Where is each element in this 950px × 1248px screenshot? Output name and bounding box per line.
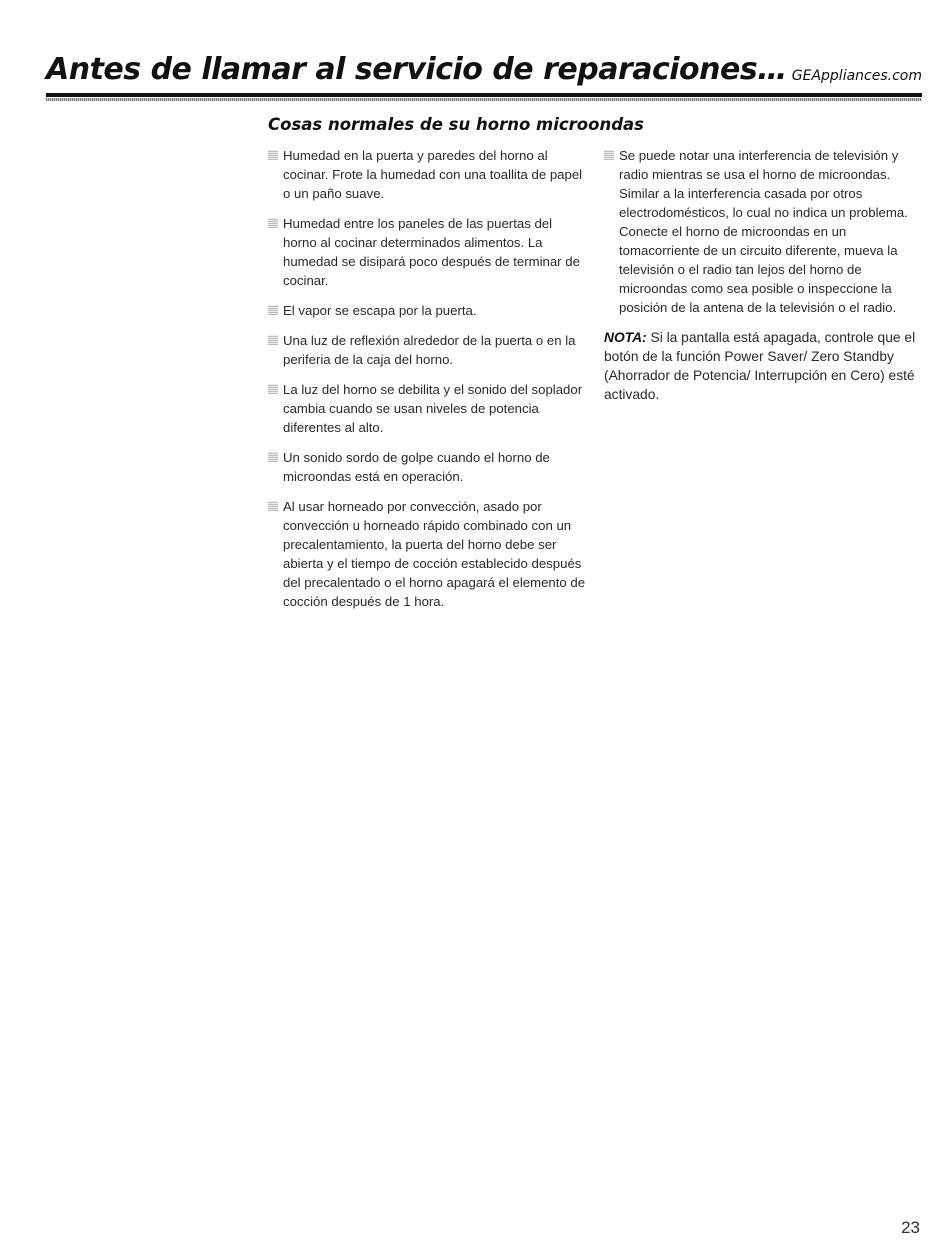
square-bullet-icon xyxy=(268,218,278,228)
list-item xyxy=(268,497,588,611)
list-item-text: Humedad en la puerta y paredes del horno al cocinar. Frote la humedad con una toallita de papel o un paño suave. xyxy=(283,148,583,201)
square-bullet-icon xyxy=(268,150,278,160)
list-item xyxy=(268,146,588,203)
square-bullet-icon xyxy=(268,305,278,315)
page-title: Antes de llamar al servicio de reparaciones… xyxy=(46,52,787,87)
list-item-text: El vapor se escapa por la puerta. xyxy=(283,303,477,318)
square-bullet-icon xyxy=(268,452,278,462)
list-item-text: La luz del horno se debilita y el sonido del soplador cambia cuando se usan niveles de potencia diferentes al alto. xyxy=(283,382,583,435)
note-label: NOTA: xyxy=(604,330,647,345)
list-item xyxy=(268,380,588,437)
right-column xyxy=(604,146,920,404)
section-title: Cosas normales de su horno microondas xyxy=(268,115,644,134)
square-bullet-icon xyxy=(268,501,278,511)
header-rule-shade xyxy=(46,98,922,101)
list-item-text: Se puede notar una interferencia de televisión y radio mientras se usa el horno de microondas. Similar a la interferencia casada por otros electrodomésticos, lo cual no indica un problema. Conecte el horno de microondas en un tomacorriente de un circuito diferente, mueva la televisión o el radio tan lejos del horno de microondas como sea posible o inspeccione la posición de la antena de la televisión o el radio. xyxy=(619,148,908,315)
list-item-text: Una luz de reflexión alrededor de la puerta o en la periferia de la caja del horno. xyxy=(283,333,576,367)
list-item xyxy=(268,331,588,369)
list-item-text: Al usar horneado por convección, asado por convección u horneado rápido combinado con un precalentamiento, la puerta del horno debe ser abierta y el tiempo de cocción establecido después del precalentado o el horno apagará el elemento de cocción después de 1 hora. xyxy=(283,499,586,609)
list-item xyxy=(604,146,920,317)
left-column xyxy=(268,146,588,622)
page-header xyxy=(46,50,922,98)
list-item xyxy=(268,214,588,290)
header-rule xyxy=(46,93,922,97)
list-item-text: Un sonido sordo de golpe cuando el horno de microondas está en operación. xyxy=(283,450,550,484)
square-bullet-icon xyxy=(604,150,614,160)
list-item xyxy=(268,448,588,486)
list-item-text: Humedad entre los paneles de las puertas del horno al cocinar determinados alimentos. La humedad se disipará poco después de terminar de cocinar. xyxy=(283,216,580,288)
list-item xyxy=(268,301,588,320)
page-number: 23 xyxy=(901,1218,920,1237)
note xyxy=(604,328,920,404)
site-url: GEAppliances.com xyxy=(791,68,922,84)
note-text: Si la pantalla está apagada, controle que el botón de la función Power Saver/ Zero Standby (Ahorrador de Potencia/ Interrupción en Cero) esté activado. xyxy=(604,330,916,402)
square-bullet-icon xyxy=(268,335,278,345)
square-bullet-icon xyxy=(268,384,278,394)
